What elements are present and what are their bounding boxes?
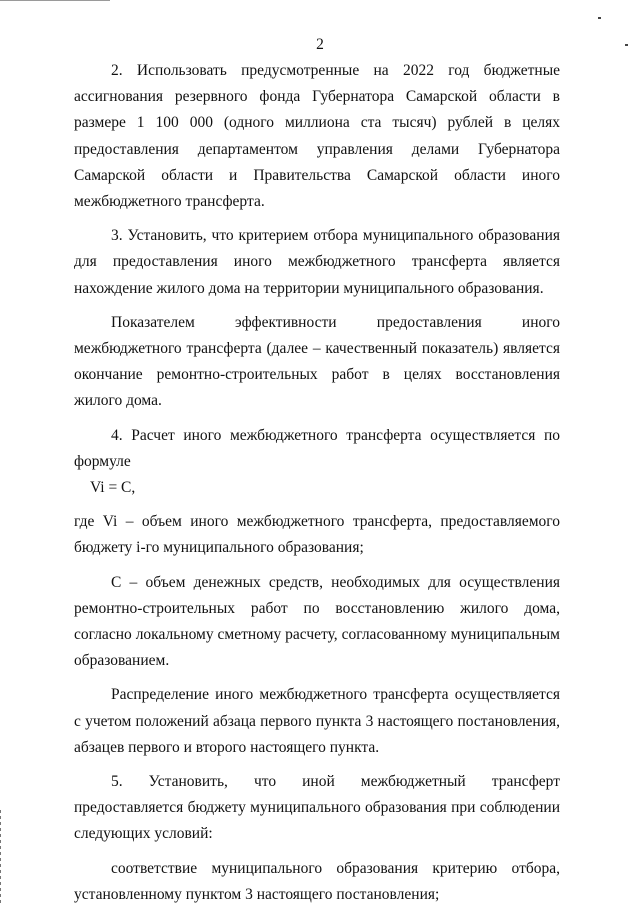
formula: Vi = C,	[90, 479, 136, 497]
paragraph-formula-definition-c: C – объем денежных средств, необходимых для осуществления ремонтно-строительных работ по восстановлению жилого дома, согласно локальному сметному расчету, согласованному муниципальным образованием.	[74, 573, 560, 670]
paragraph-item-2: 2. Использовать предусмотренные на 2022 год бюджетные ассигнования резервного фонда Губернатора Самарской области в размере 1 100 000 (одного миллиона ста тысяч) рублей в целях предоставления департаментом управления делами Губернатора Самарской области и Правительства Самарской области иного межбюджетного трансферта.	[74, 62, 560, 211]
scan-mark	[598, 17, 601, 19]
paragraph-performance-indicator: Показателем эффективности предоставления иного межбюджетного трансферта (далее – качественный показатель) является окончание ремонтно-строительных работ в целях восстановления жилого дома.	[74, 313, 560, 410]
paragraph-condition-1: соответствие муниципального образования критерию отбора, установленному пунктом 3 настоящего постановления;	[74, 859, 560, 903]
page-number: 2	[316, 36, 324, 53]
scan-artifact-top	[0, 0, 110, 1]
paragraph-item-3: 3. Установить, что критерием отбора муниципального образования для предоставления иного межбюджетного трансферта является нахождение жилого дома на территории муниципального образования.	[74, 227, 560, 297]
scan-artifact-left	[0, 810, 1, 905]
paragraph-distribution: Распределение иного межбюджетного трансферта осуществляется с учетом положений абзаца первого пункта 3 настоящего постановления, абзацев первого и второго настоящего пункта.	[74, 686, 560, 756]
paragraph-item-4: 4. Расчет иного межбюджетного трансферта осуществляется по формуле	[74, 426, 560, 470]
paragraph-item-5: 5. Установить, что иной межбюджетный трансферт предоставляется бюджету муниципального образования при соблюдении следующих условий:	[74, 773, 560, 843]
paragraph-formula-definition-vi: где Vi – объем иного межбюджетного трансферта, предоставляемого бюджету i-го муниципального образования;	[74, 513, 560, 557]
document-body	[74, 58, 560, 916]
